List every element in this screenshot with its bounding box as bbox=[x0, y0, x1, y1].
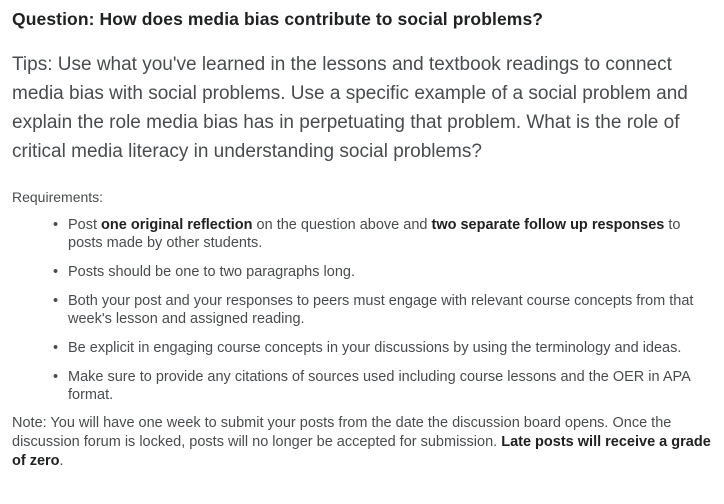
bullet-icon: • bbox=[53, 217, 59, 233]
note-emphasis: Late posts will receive a grade of zero bbox=[12, 434, 711, 469]
list-item bbox=[53, 339, 714, 357]
list-item bbox=[53, 368, 714, 404]
requirement-emphasis: one original reflection bbox=[101, 217, 253, 233]
requirement-text-mid: on the question above and bbox=[252, 217, 432, 233]
list-item bbox=[53, 292, 714, 328]
requirement-text: Be explicit in engaging course concepts in your discussions by using the terminology and ideas. bbox=[68, 340, 682, 356]
requirement-text: Posts should be one to two paragraphs long. bbox=[68, 264, 355, 280]
requirement-text: Make sure to provide any citations of sources used including course lessons and the OER in APA format. bbox=[68, 369, 690, 403]
question-heading: Question: How does media bias contribute to social problems? bbox=[12, 9, 544, 29]
bullet-icon: • bbox=[53, 264, 59, 280]
list-item bbox=[53, 216, 714, 252]
note-end: . bbox=[59, 453, 64, 469]
note-text: Note: You will have one week to submit your posts from the date the discussion board opens. Once the discussion forum is locked, posts will no longer be accepted for submission. bbox=[12, 415, 672, 450]
tips-paragraph: Tips: Use what you've learned in the lessons and textbook readings to connect media bias with social problems. Use a specific example of a social problem and explain the role media bias has in perpetuating that problem. What is the role of critical media literacy in understanding social problems? bbox=[12, 54, 688, 162]
bullet-icon: • bbox=[53, 340, 59, 356]
requirement-text-pre: Post bbox=[68, 217, 102, 233]
bullet-icon: • bbox=[53, 293, 59, 309]
list-item bbox=[53, 263, 714, 281]
requirement-text-post: to posts made by other students. bbox=[68, 217, 681, 251]
requirements-list bbox=[12, 216, 714, 404]
bullet-icon: • bbox=[53, 369, 59, 385]
note-paragraph bbox=[12, 414, 712, 471]
requirements-label: Requirements: bbox=[12, 189, 104, 205]
requirement-text: Both your post and your responses to peers must engage with relevant course concepts from that week's lesson and assigned reading. bbox=[68, 293, 694, 327]
requirement-emphasis: two separate follow up responses bbox=[431, 217, 665, 233]
